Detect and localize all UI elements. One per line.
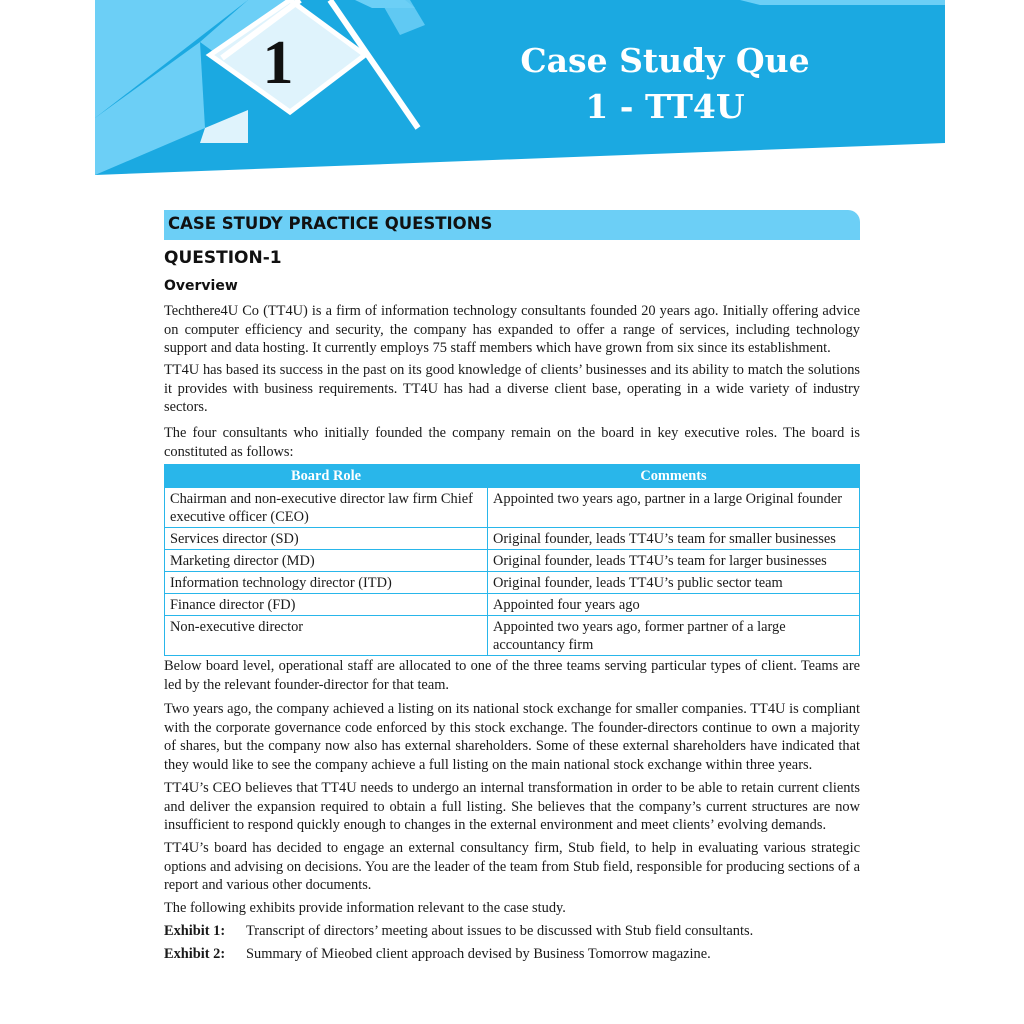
chapter-title xyxy=(440,38,890,130)
chapter-number: 1 xyxy=(262,29,294,97)
paragraph-intro: Techthere4U Co (TT4U) is a firm of information technology consultants founded 20 years ago. Initially offering advice on computer efficiency and security, the company has expanded to offer a range of services, including technology support and data hosting. It currently employs 75 staff members which have grown from six since its establishment. xyxy=(164,303,860,357)
paragraph-board-intro: The four consultants who initially founded the company remain on the board in key executive roles. The board is constituted as follows: xyxy=(164,425,860,460)
board-role-cell: Services director (SD) xyxy=(165,528,488,550)
exhibit-item xyxy=(164,922,753,940)
table-row xyxy=(165,616,860,656)
board-table-header-row xyxy=(165,465,860,488)
paragraph-success: TT4U has based its success in the past on its good knowledge of clients’ businesses and its ability to match the solutions it provides with business requirements. TT4U has had a diverse client base, operating in a wide variety of industry sectors. xyxy=(164,362,860,416)
paragraph-teams: Below board level, operational staff are allocated to one of the three teams serving particular types of client. Teams are led by the relevant founder-director for that team. xyxy=(164,658,860,693)
question-heading: QUESTION-1 xyxy=(164,248,282,268)
chapter-banner xyxy=(0,0,1024,200)
exhibit-item xyxy=(164,945,711,963)
table-row xyxy=(165,594,860,616)
table-row xyxy=(165,528,860,550)
comments-cell: Original founder, leads TT4U’s public sector team xyxy=(488,572,860,594)
chapter-title-line-2: 1 - TT4U xyxy=(585,87,745,126)
exhibit-text: Transcript of directors’ meeting about issues to be discussed with Stub field consultants. xyxy=(246,923,754,939)
table-row xyxy=(165,572,860,594)
paragraph-consultancy: TT4U’s board has decided to engage an external consultancy firm, Stub field, to help in evaluating various strategic options and advising on decisions. You are the leader of the team from Stub field, responsible for producing sections of a report and various other documents. xyxy=(164,840,860,894)
board-role-header: Board Role xyxy=(165,465,488,488)
board-role-cell: Chairman and non-executive director law firm Chief executive officer (CEO) xyxy=(165,488,488,528)
board-role-cell: Marketing director (MD) xyxy=(165,550,488,572)
comments-cell: Original founder, leads TT4U’s team for smaller businesses xyxy=(488,528,860,550)
overview-heading: Overview xyxy=(164,278,238,294)
board-role-cell: Information technology director (ITD) xyxy=(165,572,488,594)
table-row xyxy=(165,550,860,572)
exhibit-label: Exhibit 1: xyxy=(164,923,226,939)
board-table xyxy=(164,464,860,656)
board-role-cell: Non-executive director xyxy=(165,616,488,656)
section-title-bar xyxy=(164,210,860,240)
comments-cell: Original founder, leads TT4U’s team for larger businesses xyxy=(488,550,860,572)
paragraph-exhibits-intro: The following exhibits provide information relevant to the case study. xyxy=(164,900,566,916)
exhibit-label: Exhibit 2: xyxy=(164,946,226,962)
comments-cell: Appointed four years ago xyxy=(488,594,860,616)
paragraph-ceo: TT4U’s CEO believes that TT4U needs to undergo an internal transformation in order to be able to retain current clients and deliver the expansion required to obtain a full listing. She believes that the company’s current structures are now insufficient to respond quickly enough to changes in the external environment and meet clients’ evolving demands. xyxy=(164,780,860,834)
chapter-title-line-1: Case Study Que xyxy=(520,41,810,80)
comments-cell: Appointed two years ago, former partner of a large accountancy firm xyxy=(488,616,860,656)
exhibit-text: Summary of Mieobed client approach devised by Business Tomorrow magazine. xyxy=(246,946,711,962)
section-title: CASE STUDY PRACTICE QUESTIONS xyxy=(168,214,493,233)
table-row xyxy=(165,488,860,528)
paragraph-listing: Two years ago, the company achieved a listing on its national stock exchange for smaller companies. TT4U is compliant with the corporate governance code enforced by this stock exchange. The founder-directors continue to own a majority of shares, but the company now also has external shareholders. Some of these external shareholders have indicated that they would like to see the company achieve a full listing on the main national stock exchange within three years. xyxy=(164,701,860,773)
board-role-cell: Finance director (FD) xyxy=(165,594,488,616)
comments-header: Comments xyxy=(488,465,860,488)
comments-cell: Appointed two years ago, partner in a large Original founder xyxy=(488,488,860,528)
